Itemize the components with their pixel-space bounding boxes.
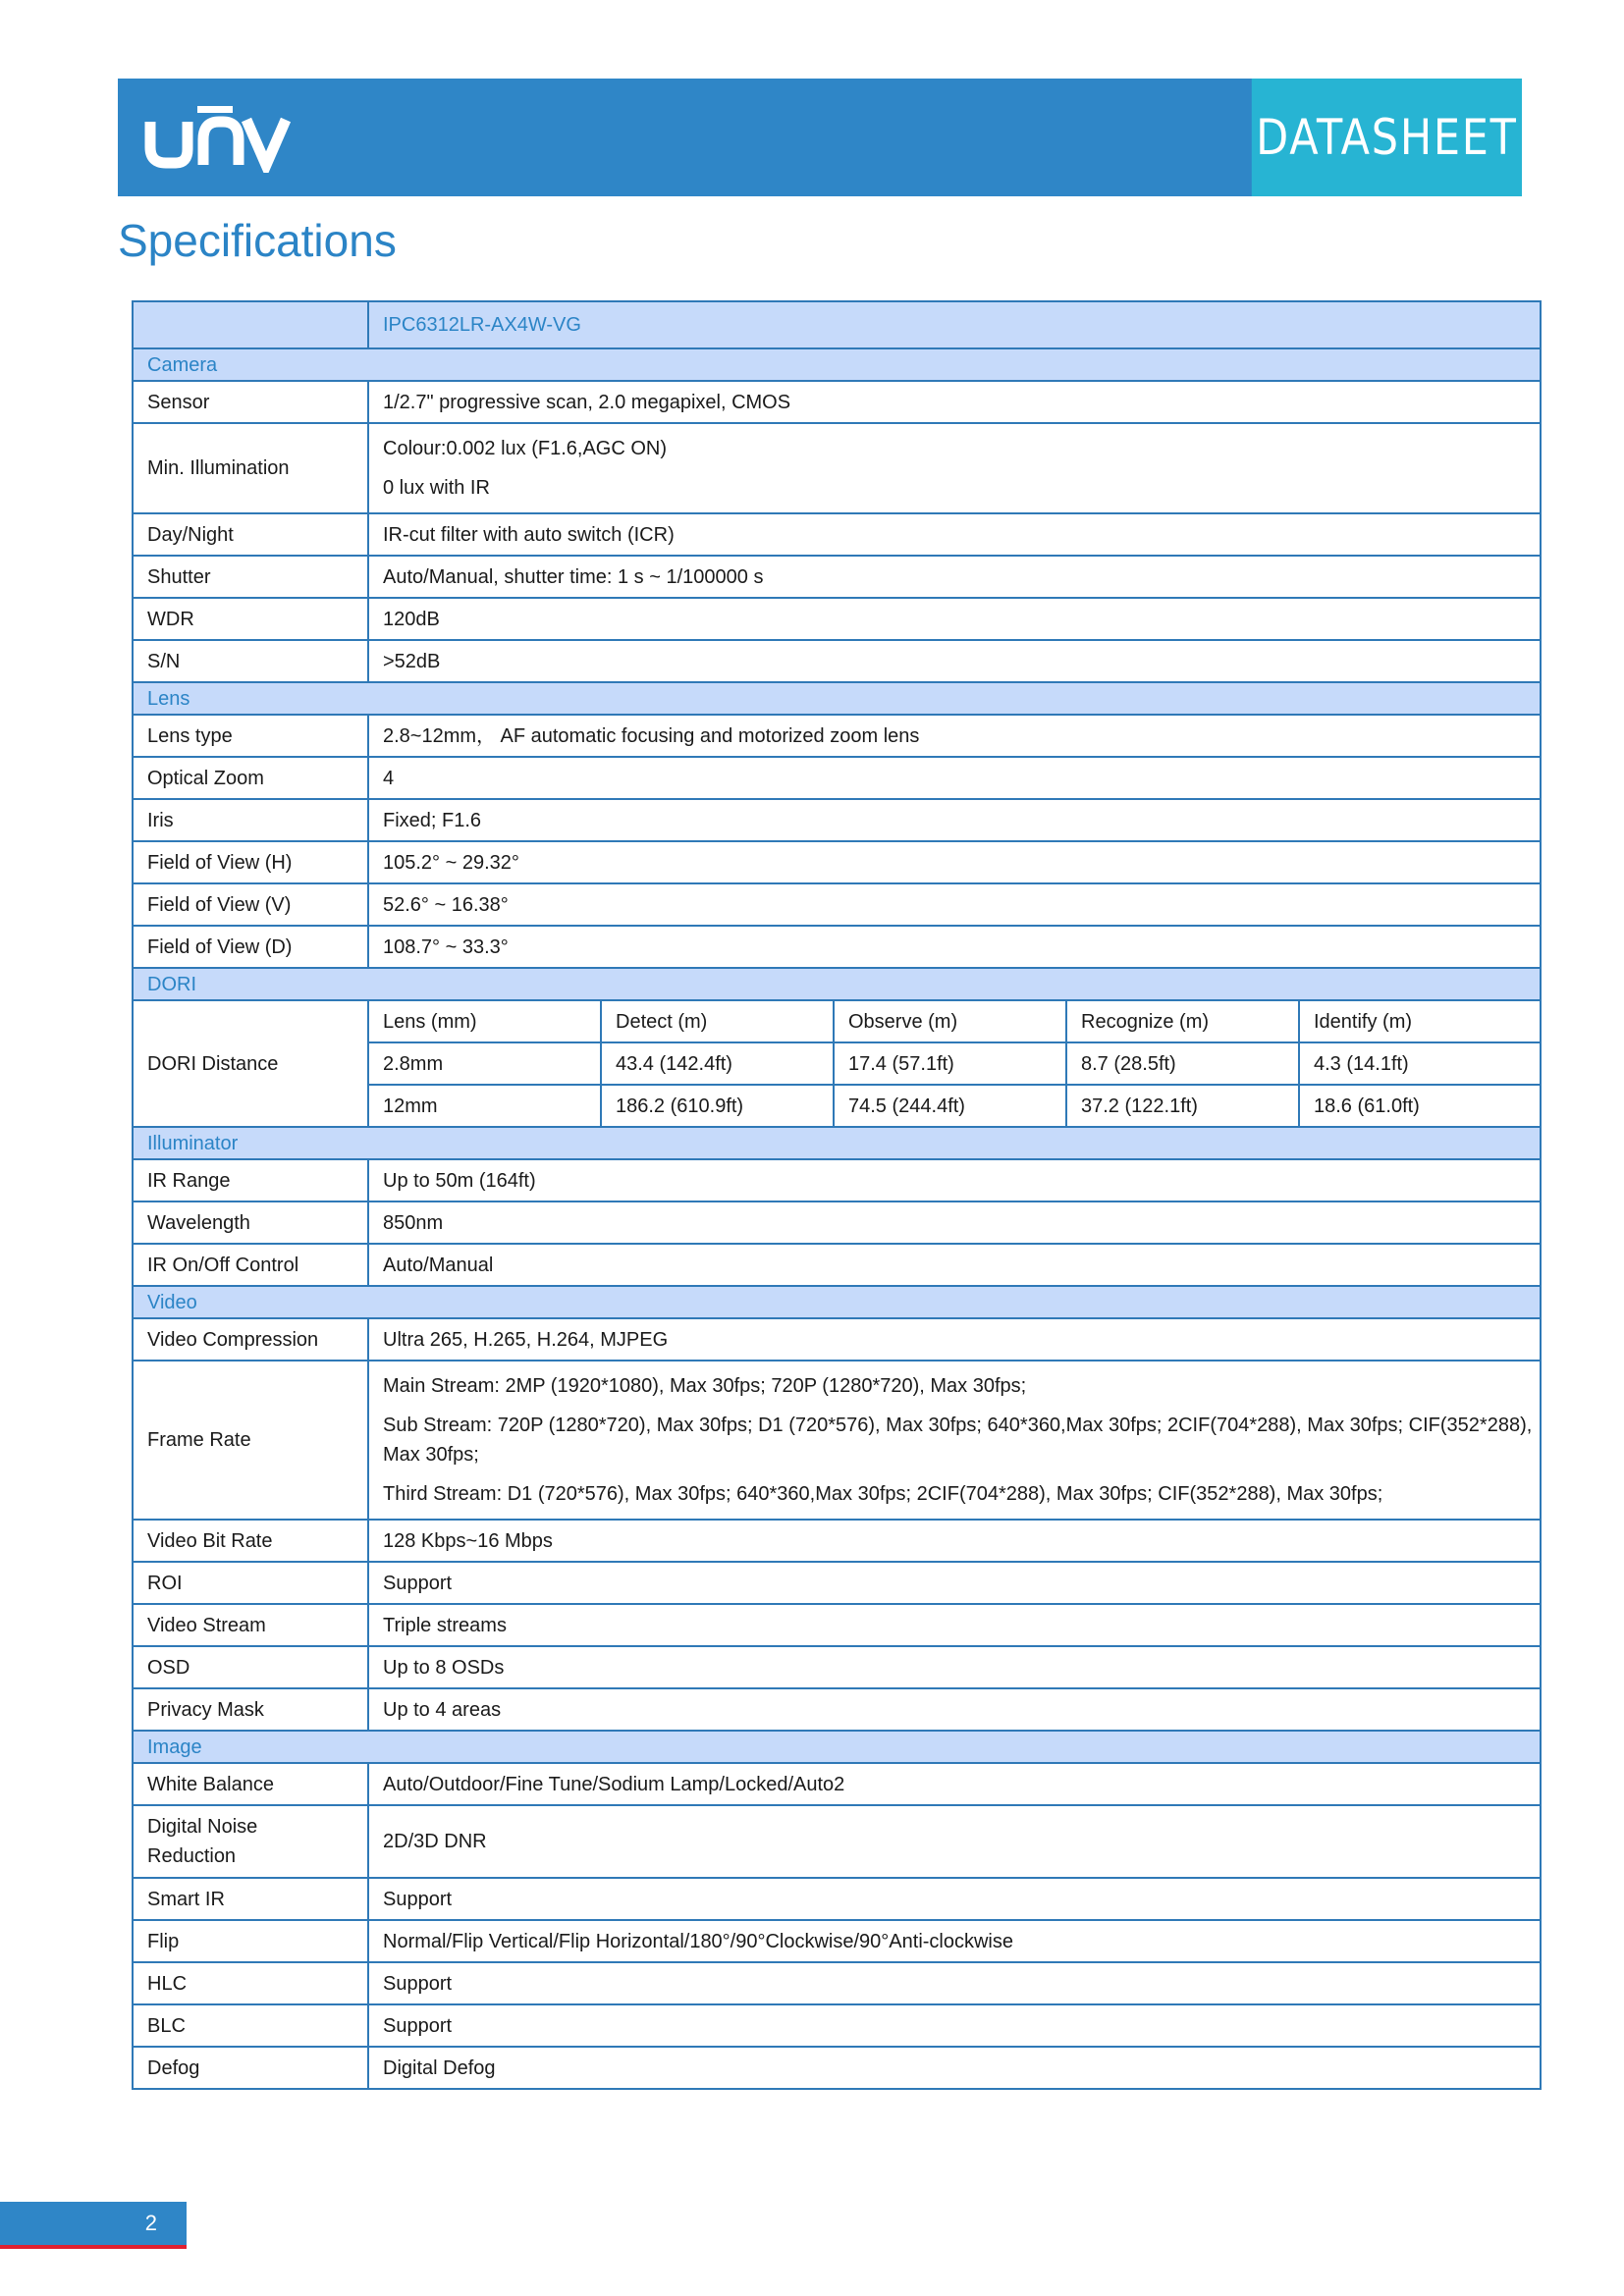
- spec-row-wavelength: [133, 1201, 1541, 1244]
- spec-value: 52.6° ~ 16.38°: [368, 883, 1541, 926]
- dori-cell: 2.8mm: [368, 1042, 601, 1085]
- spec-row-optical-zoom: [133, 757, 1541, 799]
- spec-row-fov-d: [133, 926, 1541, 968]
- page-number: 2: [0, 2202, 187, 2245]
- dori-cell: 4.3 (14.1ft): [1299, 1042, 1541, 1085]
- section-dori: [133, 968, 1541, 1000]
- spec-value: Support: [368, 1878, 1541, 1920]
- spec-value-line: Sub Stream: 720P (1280*720), Max 30fps; D1 (720*576), Max 30fps; 640*360,Max 30fps; 2CIF(704*288), Max 30fps; CIF(352*288), Max 30fps;: [383, 1415, 1533, 1466]
- spec-value: Normal/Flip Vertical/Flip Horizontal/180°/90°Clockwise/90°Anti-clockwise: [368, 1920, 1541, 1962]
- spec-value: 1/2.7" progressive scan, 2.0 megapixel, CMOS: [368, 381, 1541, 423]
- dori-cell: 74.5 (244.4ft): [834, 1085, 1066, 1127]
- spec-label: OSD: [133, 1646, 368, 1688]
- spec-value: [368, 1361, 1541, 1520]
- unv-logo: [144, 104, 292, 173]
- page-title: Specifications: [118, 215, 397, 266]
- spec-row-white-balance: [133, 1763, 1541, 1805]
- spec-row-sensor: [133, 381, 1541, 423]
- section-image: [133, 1731, 1541, 1763]
- spec-label: BLC: [133, 2004, 368, 2047]
- spec-value: Auto/Manual, shutter time: 1 s ~ 1/100000 s: [368, 556, 1541, 598]
- spec-value-line: Main Stream: 2MP (1920*1080), Max 30fps; 720P (1280*720), Max 30fps;: [383, 1375, 1027, 1397]
- spec-label: Defog: [133, 2047, 368, 2089]
- spec-value: 850nm: [368, 1201, 1541, 1244]
- section-camera: [133, 348, 1541, 381]
- spec-label: Min. Illumination: [133, 423, 368, 513]
- model-row: [133, 301, 1541, 348]
- spec-label: Day/Night: [133, 513, 368, 556]
- spec-value: 2D/3D DNR: [368, 1805, 1541, 1878]
- dori-cell: 43.4 (142.4ft): [601, 1042, 834, 1085]
- spec-value: >52dB: [368, 640, 1541, 682]
- datasheet-label: DATASHEET: [1252, 79, 1522, 196]
- model-name: IPC6312LR-AX4W-VG: [368, 301, 1541, 348]
- spec-row-video-bit-rate: [133, 1520, 1541, 1562]
- spec-value: 128 Kbps~16 Mbps: [368, 1520, 1541, 1562]
- header-banner: [118, 79, 1522, 196]
- spec-value: Support: [368, 1962, 1541, 2004]
- section-title: Camera: [133, 348, 1541, 381]
- spec-value: 4: [368, 757, 1541, 799]
- spec-label: Video Bit Rate: [133, 1520, 368, 1562]
- spec-label: Optical Zoom: [133, 757, 368, 799]
- spec-label: HLC: [133, 1962, 368, 2004]
- spec-row-smart-ir: [133, 1878, 1541, 1920]
- spec-row-day-night: [133, 513, 1541, 556]
- dori-cell: 17.4 (57.1ft): [834, 1042, 1066, 1085]
- spec-row-roi: [133, 1562, 1541, 1604]
- section-title: Lens: [133, 682, 1541, 715]
- spec-row-wdr: [133, 598, 1541, 640]
- dori-header-cell: Lens (mm): [368, 1000, 601, 1042]
- spec-label: Shutter: [133, 556, 368, 598]
- spec-value: Support: [368, 1562, 1541, 1604]
- spec-row-defog: [133, 2047, 1541, 2089]
- spec-label: S/N: [133, 640, 368, 682]
- spec-value-line: 0 lux with IR: [383, 477, 490, 499]
- dori-header-cell: Recognize (m): [1066, 1000, 1299, 1042]
- spec-value: 105.2° ~ 29.32°: [368, 841, 1541, 883]
- spec-value: Up to 8 OSDs: [368, 1646, 1541, 1688]
- spec-label: White Balance: [133, 1763, 368, 1805]
- dori-header-cell: Observe (m): [834, 1000, 1066, 1042]
- spec-label: Iris: [133, 799, 368, 841]
- footer-red-line: [0, 2245, 187, 2249]
- spec-value: [368, 423, 1541, 513]
- section-video: [133, 1286, 1541, 1318]
- spec-label: Sensor: [133, 381, 368, 423]
- spec-row-fov-h: [133, 841, 1541, 883]
- dori-cell: 37.2 (122.1ft): [1066, 1085, 1299, 1127]
- spec-value: Up to 4 areas: [368, 1688, 1541, 1731]
- spec-label: Digital Noise Reduction: [133, 1805, 368, 1878]
- section-title: DORI: [133, 968, 1541, 1000]
- spec-value: 2.8~12mm， AF automatic focusing and motorized zoom lens: [368, 715, 1541, 757]
- spec-row-iris: [133, 799, 1541, 841]
- spec-value: Auto/Outdoor/Fine Tune/Sodium Lamp/Locked/Auto2: [368, 1763, 1541, 1805]
- spec-label: Field of View (H): [133, 841, 368, 883]
- section-illuminator: [133, 1127, 1541, 1159]
- spec-row-ir-range: [133, 1159, 1541, 1201]
- spec-value: Digital Defog: [368, 2047, 1541, 2089]
- dori-cell: 18.6 (61.0ft): [1299, 1085, 1541, 1127]
- spec-label: Field of View (V): [133, 883, 368, 926]
- dori-header-row: [133, 1000, 1541, 1042]
- spec-row-ir-control: [133, 1244, 1541, 1286]
- spec-value: Auto/Manual: [368, 1244, 1541, 1286]
- spec-label: Flip: [133, 1920, 368, 1962]
- spec-value: Fixed; F1.6: [368, 799, 1541, 841]
- spec-row-hlc: [133, 1962, 1541, 2004]
- spec-value: Triple streams: [368, 1604, 1541, 1646]
- spec-row-sn: [133, 640, 1541, 682]
- spec-label: IR Range: [133, 1159, 368, 1201]
- spec-label: Smart IR: [133, 1878, 368, 1920]
- spec-row-privacy-mask: [133, 1688, 1541, 1731]
- spec-row-fov-v: [133, 883, 1541, 926]
- spec-row-video-compression: [133, 1318, 1541, 1361]
- spec-row-video-stream: [133, 1604, 1541, 1646]
- section-title: Video: [133, 1286, 1541, 1318]
- section-title: Image: [133, 1731, 1541, 1763]
- dori-cell: 8.7 (28.5ft): [1066, 1042, 1299, 1085]
- spec-value-line: Colour:0.002 lux (F1.6,AGC ON): [383, 438, 667, 459]
- spec-value: Support: [368, 2004, 1541, 2047]
- spec-label: Field of View (D): [133, 926, 368, 968]
- spec-value-line: Third Stream: D1 (720*576), Max 30fps; 640*360,Max 30fps; 2CIF(704*288), Max 30fps; CIF(352*288), Max 30fps;: [383, 1483, 1383, 1505]
- specifications-table: [132, 300, 1542, 2090]
- section-title: Illuminator: [133, 1127, 1541, 1159]
- dori-cell: 12mm: [368, 1085, 601, 1127]
- spec-label: Frame Rate: [133, 1361, 368, 1520]
- spec-row-min-illumination: [133, 423, 1541, 513]
- dori-cell: 186.2 (610.9ft): [601, 1085, 834, 1127]
- spec-label: WDR: [133, 598, 368, 640]
- dori-header-cell: Detect (m): [601, 1000, 834, 1042]
- spec-label: Privacy Mask: [133, 1688, 368, 1731]
- spec-value: 108.7° ~ 33.3°: [368, 926, 1541, 968]
- spec-row-shutter: [133, 556, 1541, 598]
- model-header-blank: [133, 301, 368, 348]
- spec-row-lens-type: [133, 715, 1541, 757]
- spec-label: ROI: [133, 1562, 368, 1604]
- section-lens: [133, 682, 1541, 715]
- spec-row-dnr: [133, 1805, 1541, 1878]
- spec-label: DORI Distance: [133, 1000, 368, 1127]
- spec-label: Video Compression: [133, 1318, 368, 1361]
- spec-label: Video Stream: [133, 1604, 368, 1646]
- spec-row-osd: [133, 1646, 1541, 1688]
- spec-value: IR-cut filter with auto switch (ICR): [368, 513, 1541, 556]
- spec-row-flip: [133, 1920, 1541, 1962]
- spec-row-frame-rate: [133, 1361, 1541, 1520]
- spec-label: Lens type: [133, 715, 368, 757]
- spec-value: Up to 50m (164ft): [368, 1159, 1541, 1201]
- spec-value: 120dB: [368, 598, 1541, 640]
- spec-label: IR On/Off Control: [133, 1244, 368, 1286]
- spec-value: Ultra 265, H.265, H.264, MJPEG: [368, 1318, 1541, 1361]
- dori-header-cell: Identify (m): [1299, 1000, 1541, 1042]
- spec-label: Wavelength: [133, 1201, 368, 1244]
- spec-row-blc: [133, 2004, 1541, 2047]
